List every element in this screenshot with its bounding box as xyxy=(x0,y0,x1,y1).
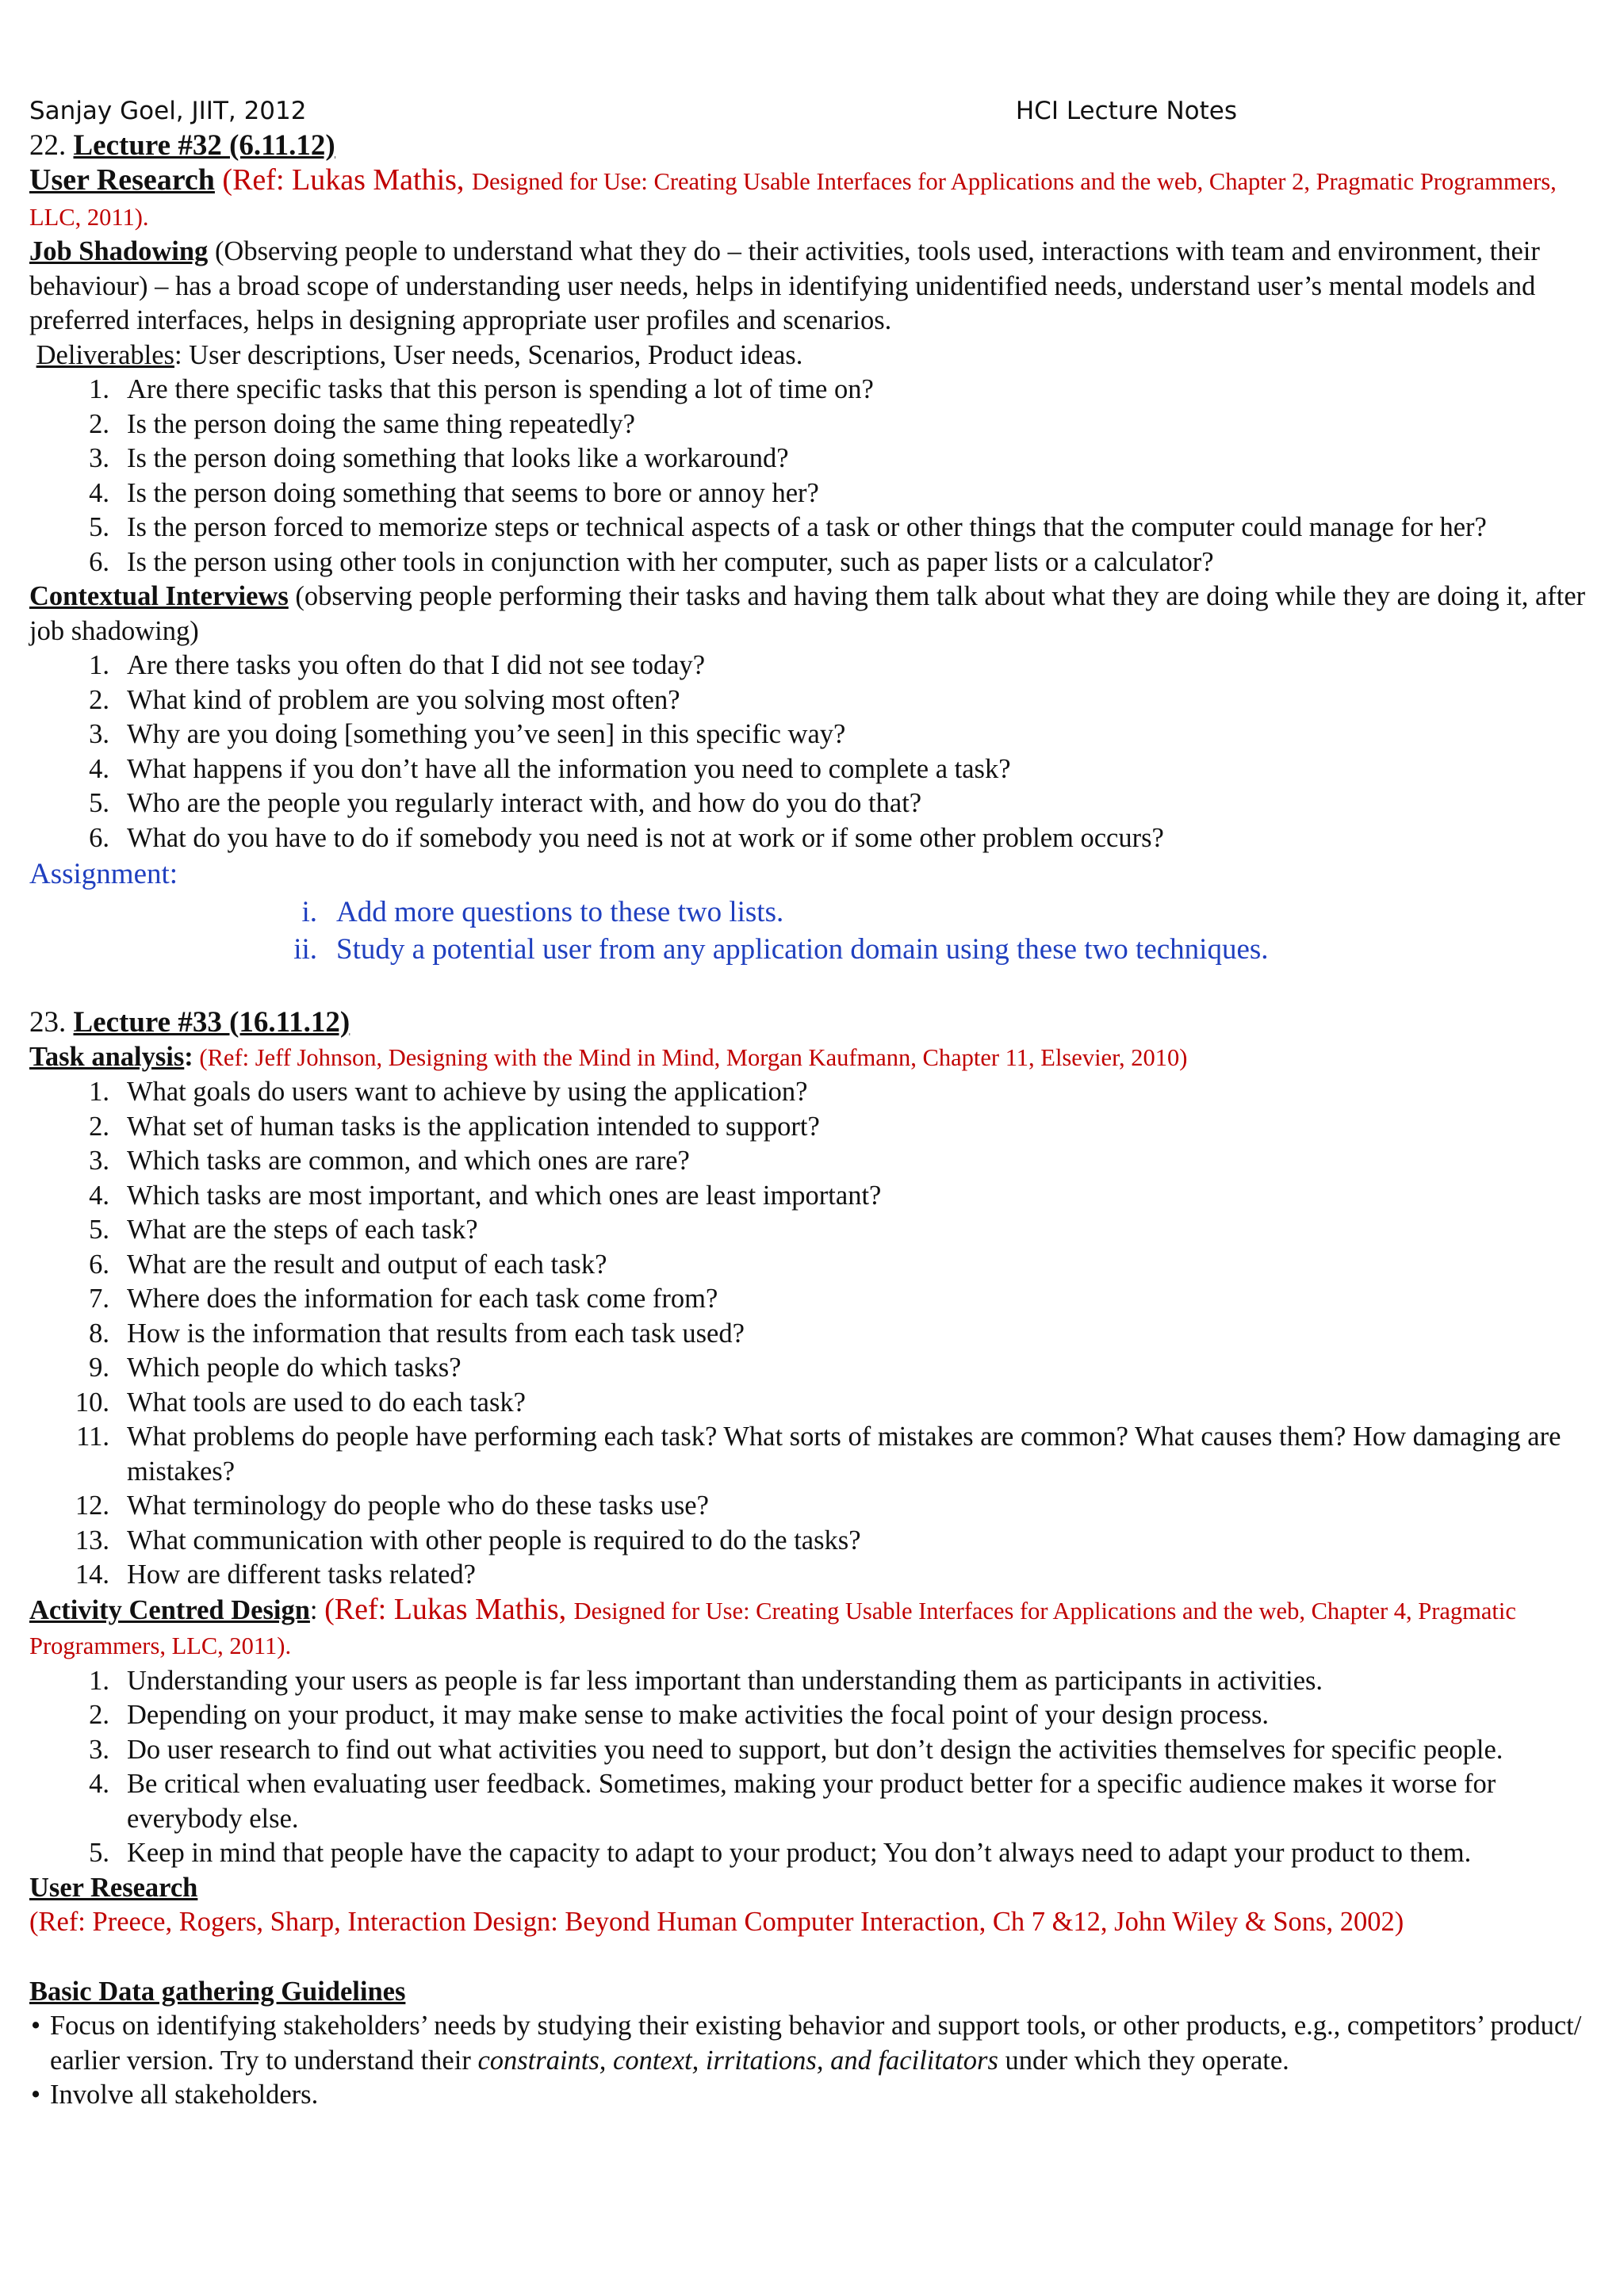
lecture-32-heading: 22. Lecture #32 (6.11.12) xyxy=(29,129,335,162)
list-item: 6. What do you have to do if somebody you need is not at work or if some other problem occurs? xyxy=(89,822,1164,853)
job-shadowing-list xyxy=(29,373,1592,580)
list-item: i. Add more questions to these two lists. xyxy=(301,895,784,928)
spacer xyxy=(29,1940,1592,1975)
list-item: 3. Why are you doing [something you’ve seen] in this specific way? xyxy=(89,719,846,749)
list-item: 1. Understanding your users as people is far less important than understanding them as participants in activities. xyxy=(89,1665,1323,1696)
list-item: 4. What happens if you don’t have all the information you need to complete a task? xyxy=(89,753,1011,784)
list-item: 5. What are the steps of each task? xyxy=(89,1215,478,1245)
list-item: 12. What terminology do people who do these tasks use? xyxy=(75,1490,709,1521)
list-item: 7. Where does the information for each task come from? xyxy=(89,1284,718,1314)
job-shadowing-title: Job Shadowing xyxy=(29,236,209,266)
list-item: 1. What goals do users want to achieve by using the application? xyxy=(89,1077,808,1107)
header-author: Sanjay Goel, JIIT, 2012 xyxy=(29,97,307,125)
lecture-33-heading: 23. Lecture #33 (16.11.12) xyxy=(29,1005,350,1039)
list-item: 4. Is the person doing something that seems to bore or annoy her? xyxy=(89,477,819,508)
user-research-2-title: User Research xyxy=(29,1872,198,1903)
list-item: 5. Who are the people you regularly interact with, and how do you do that? xyxy=(89,788,922,818)
list-item: 2. What kind of problem are you solving most often? xyxy=(89,684,680,715)
list-item: 5. Is the person forced to memorize steps or technical aspects of a task or other things that the computer could manage for her? xyxy=(89,512,1487,542)
list-item: 2. What set of human tasks is the application intended to support? xyxy=(89,1111,820,1142)
job-shadowing-paragraph: Job Shadowing (Observing people to understand what they do – their activities, tools used, interactions with team and environment, their behaviour) – has a broad scope of understanding user needs, helps in identifying unidentified needs, understand user’s mental models and preferred interfaces, helps in designing appropriate user profiles and scenarios. xyxy=(29,236,1540,335)
activity-centred-design-list xyxy=(29,1664,1592,1871)
task-analysis-list xyxy=(29,1075,1592,1593)
list-item: ii. Study a potential user from any application domain using these two techniques. xyxy=(293,933,1269,966)
list-item: 14. How are different tasks related? xyxy=(75,1559,476,1590)
list-item: 9. Which people do which tasks? xyxy=(89,1353,462,1383)
list-item: 2. Depending on your product, it may make sense to make activities the focal point of your design process. xyxy=(89,1700,1270,1730)
list-item: • Involve all stakeholders. xyxy=(29,2078,1592,2113)
list-item: 10. What tools are used to do each task? xyxy=(75,1387,526,1418)
assignment-list xyxy=(29,894,1592,969)
spacer xyxy=(29,969,1592,1005)
list-item: • Focus on identifying stakeholders’ needs by studying their existing behavior and support tools, or other products, e.g., competitors’ product/ earlier version. Try to understand their constraints, context, irritations, and facilitators under which they operate. xyxy=(29,2009,1592,2078)
deliverables-line: Deliverables: User descriptions, User needs, Scenarios, Product ideas. xyxy=(36,339,803,370)
bullet-icon: • xyxy=(31,2080,41,2110)
list-item: 4. Be critical when evaluating user feedback. Sometimes, making your product better for a specific audience makes it worse for everybody else. xyxy=(89,1769,1496,1834)
list-item: 8. How is the information that results from each task used? xyxy=(89,1318,745,1349)
user-research-heading: User Research (Ref: Lukas Mathis, Designed for Use: Creating Usable Interfaces for Applications and the web, Chapter 2, Pragmatic Programmers, LLC, 2011). xyxy=(29,163,1557,231)
header-course: HCI Lecture Notes xyxy=(1015,97,1237,125)
assignment-block xyxy=(29,855,1592,969)
guidelines-title: Basic Data gathering Guidelines xyxy=(29,1976,406,2007)
list-item: 3. Is the person doing something that looks like a workaround? xyxy=(89,443,789,473)
list-item: 13. What communication with other people is required to do the tasks? xyxy=(75,1525,861,1556)
list-item: 5. Keep in mind that people have the capacity to adapt to your product; You don’t always need to adapt your product to them. xyxy=(89,1838,1472,1868)
user-research-2-ref: (Ref: Preece, Rogers, Sharp, Interaction Design: Beyond Human Computer Interaction, Ch 7 &12, John Wiley & Sons, 2002) xyxy=(29,1907,1404,1937)
assignment-label: Assignment: xyxy=(29,858,178,890)
list-item: 11. What problems do people have performing each task? What sorts of mistakes are common? What causes them? How damaging are mistakes? xyxy=(76,1422,1561,1487)
list-item: 2. Is the person doing the same thing repeatedly? xyxy=(89,408,635,439)
bullet-icon: • xyxy=(31,2011,41,2041)
contextual-interviews-paragraph: Contextual Interviews (observing people performing their tasks and having them talk about what they are doing while they are doing it, after job shadowing) xyxy=(29,581,1586,646)
activity-centred-design-heading: Activity Centred Design: (Ref: Lukas Mathis, Designed for Use: Creating Usable Interfaces for Applications and the web, Chapter 4, Pragmatic Programmers, LLC, 2011). xyxy=(29,1592,1516,1659)
list-item: 3. Do user research to find out what activities you need to support, but don’t design the activities themselves for specific people. xyxy=(89,1734,1503,1765)
list-item: 6. What are the result and output of each task? xyxy=(89,1249,607,1280)
lecture-32-title: Lecture #32 (6.11.12) xyxy=(73,129,335,162)
list-item: 1. Are there specific tasks that this person is spending a lot of time on? xyxy=(89,374,874,404)
list-item: 6. Is the person using other tools in conjunction with her computer, such as paper lists or a calculator? xyxy=(89,546,1214,577)
task-analysis-heading: Task analysis: (Ref: Jeff Johnson, Designing with the Mind in Mind, Morgan Kaufmann, Chapter 11, Elsevier, 2010) xyxy=(29,1041,1188,1072)
contextual-interviews-title: Contextual Interviews xyxy=(29,581,289,611)
list-item: 4. Which tasks are most important, and which ones are least important? xyxy=(89,1180,882,1211)
guidelines-list xyxy=(29,2009,1592,2113)
list-item: 3. Which tasks are common, and which ones are rare? xyxy=(89,1146,690,1176)
contextual-interviews-list xyxy=(29,649,1592,855)
list-item: 1. Are there tasks you often do that I did not see today? xyxy=(89,650,706,680)
lecture-33-title: Lecture #33 (16.11.12) xyxy=(73,1005,350,1039)
page-header xyxy=(29,94,1592,128)
